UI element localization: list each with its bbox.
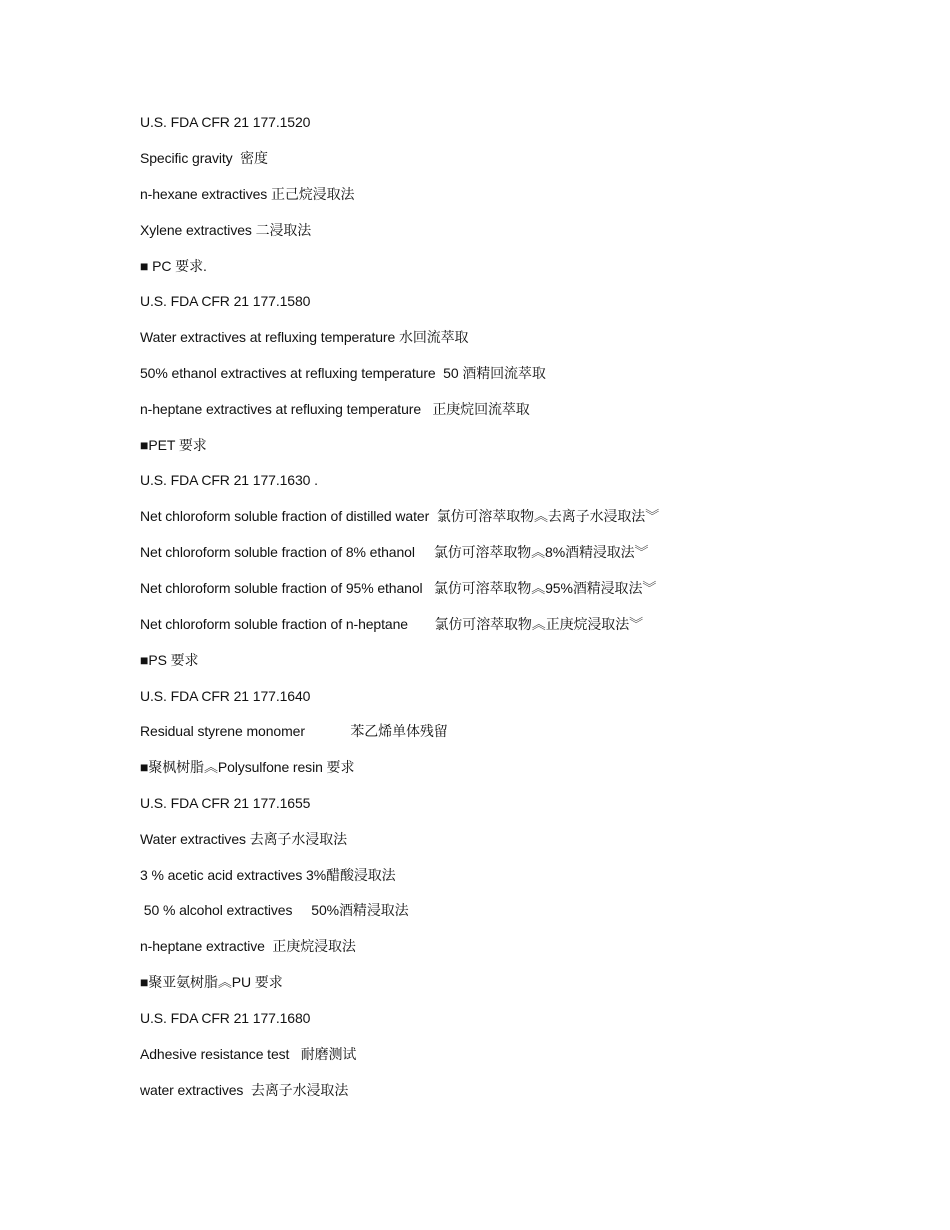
doc-line-12: Net chloroform soluble fraction of distilled water 氯仿可溶萃取物︽去离子水浸取法︾ xyxy=(140,508,660,524)
doc-line-23: 50 % alcohol extractives 50%酒精浸取法 xyxy=(140,902,409,918)
section-heading-ps: ■PS 要求 xyxy=(140,652,199,668)
doc-line-6: U.S. FDA CFR 21 177.1580 xyxy=(140,293,311,309)
doc-line-11: U.S. FDA CFR 21 177.1630 . xyxy=(140,472,318,488)
section-heading-pet: ■PET 要求 xyxy=(140,437,207,453)
doc-line-3: n-hexane extractives 正己烷浸取法 xyxy=(140,186,355,202)
doc-line-28: water extractives 去离子水浸取法 xyxy=(140,1082,349,1098)
doc-line-7: Water extractives at refluxing temperature 水回流萃取 xyxy=(140,329,469,345)
doc-line-4: Xylene extractives 二浸取法 xyxy=(140,222,312,238)
section-heading-pc: ■ PC 要求. xyxy=(140,258,207,274)
doc-line-2: Specific gravity 密度 xyxy=(140,150,268,166)
doc-line-14: Net chloroform soluble fraction of 95% ethanol 氯仿可溶萃取物︽95%酒精浸取法︾ xyxy=(140,580,657,596)
section-heading-pu: ■聚亚氨树脂︽PU 要求 xyxy=(140,974,283,990)
doc-line-8: 50% ethanol extractives at refluxing temperature 50 酒精回流萃取 xyxy=(140,365,546,381)
doc-line-27: Adhesive resistance test 耐磨测试 xyxy=(140,1046,357,1062)
doc-line-20: U.S. FDA CFR 21 177.1655 xyxy=(140,795,311,811)
doc-line-17: U.S. FDA CFR 21 177.1640 xyxy=(140,688,311,704)
doc-line-26: U.S. FDA CFR 21 177.1680 xyxy=(140,1010,311,1026)
doc-line-13: Net chloroform soluble fraction of 8% ethanol 氯仿可溶萃取物︽8%酒精浸取法︾ xyxy=(140,544,649,560)
doc-line-22: 3 % acetic acid extractives 3%醋酸浸取法 xyxy=(140,867,396,883)
doc-line-9: n-heptane extractives at refluxing temperature 正庚烷回流萃取 xyxy=(140,401,530,417)
section-heading-polysulfone: ■聚枫树脂︽Polysulfone resin 要求 xyxy=(140,759,355,775)
doc-line-18: Residual styrene monomer 苯乙烯单体残留 xyxy=(140,723,448,739)
doc-line-1: U.S. FDA CFR 21 177.1520 xyxy=(140,114,311,130)
doc-line-21: Water extractives 去离子水浸取法 xyxy=(140,831,348,847)
doc-line-24: n-heptane extractive 正庚烷浸取法 xyxy=(140,938,356,954)
doc-line-15: Net chloroform soluble fraction of n-heptane 氯仿可溶萃取物︽正庚烷浸取法︾ xyxy=(140,616,643,632)
